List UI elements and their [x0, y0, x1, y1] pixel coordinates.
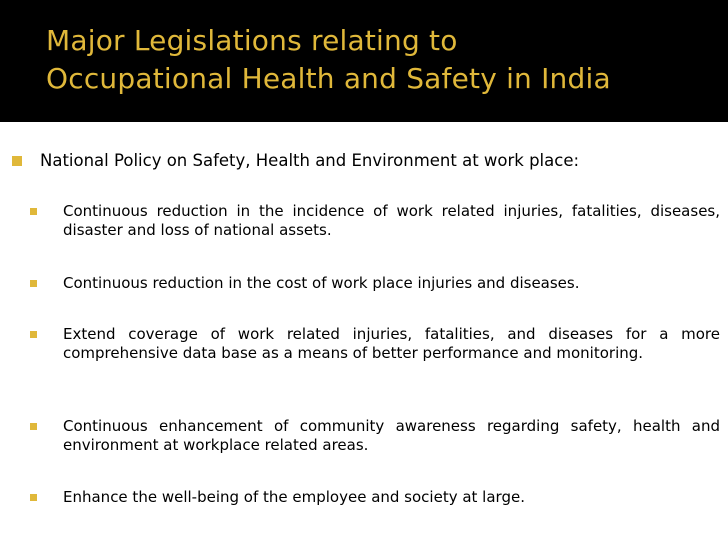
sub-bullet-text: Continuous reduction in the incidence of work related injuries, fatalities, diseases, disaster and loss of national assets. [63, 202, 720, 239]
square-bullet-icon [30, 208, 37, 215]
slide-title [46, 22, 611, 98]
slide-title-line-2: Occupational Health and Safety in India [46, 62, 611, 95]
square-bullet-icon [30, 280, 37, 287]
main-bullet-text: National Policy on Safety, Health and Environment at work place: [40, 151, 580, 170]
square-bullet-icon [30, 494, 37, 501]
sub-bullet-text: Continuous enhancement of community awareness regarding safety, health and environment at workplace related areas. [63, 417, 720, 454]
square-bullet-icon [12, 156, 22, 166]
slide-title-line-1: Major Legislations relating to [46, 24, 458, 57]
square-bullet-icon [30, 331, 37, 338]
sub-bullet-text: Continuous reduction in the cost of work place injuries and diseases. [63, 274, 580, 292]
sub-bullet-text: Enhance the well-being of the employee and society at large. [63, 488, 525, 506]
slide-content [0, 122, 728, 546]
square-bullet-icon [30, 423, 37, 430]
title-bar [0, 0, 728, 122]
sub-bullet-text: Extend coverage of work related injuries, fatalities, and diseases for a more comprehensive data base as a means of better performance and monitoring. [63, 325, 720, 362]
